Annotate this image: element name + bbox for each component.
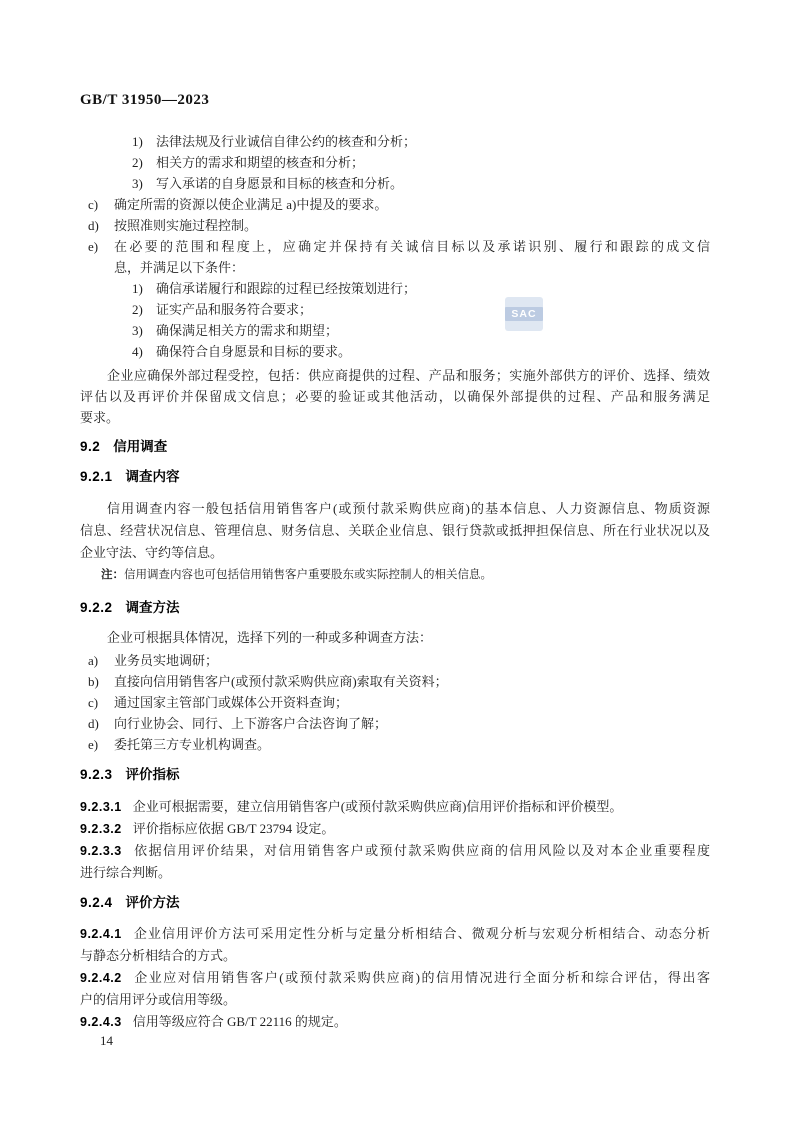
note xyxy=(80,566,710,585)
list-marker: b) xyxy=(88,674,99,689)
section-title: 调查方法 xyxy=(125,600,180,615)
clause-paragraph xyxy=(80,796,710,818)
list-item xyxy=(80,692,710,713)
list-marker: e) xyxy=(88,239,99,254)
section-heading-9-2-1 xyxy=(80,466,710,487)
clause-line: 与静态分析相结合的方式。 xyxy=(80,948,237,963)
section-number: 9.2.1 xyxy=(80,469,113,484)
list-item xyxy=(80,299,710,320)
list-marker: 1) xyxy=(132,134,143,149)
list-marker: c) xyxy=(88,197,99,212)
list-item-text: 向行业协会、同行、上下游客户合法咨询了解； xyxy=(114,716,388,731)
paragraph-line: 评估以及再评价并保留成文信息；必要的验证或其他活动，以确保外部提供的过程、产品和服务满足 xyxy=(80,389,710,404)
numbered-sublist xyxy=(80,131,710,194)
list-item-text: 相关方的需求和期望的核查和分析； xyxy=(156,155,365,170)
section-title: 信用调查 xyxy=(113,439,168,454)
list-item-text: 法律法规及行业诚信自律公约的核查和分析； xyxy=(156,134,417,149)
clause-text: 企业可根据需要，建立信用销售客户(或预付款采购供应商)信用评价指标和评价模型。 xyxy=(132,799,623,814)
clause-group xyxy=(80,923,710,1033)
clause-line xyxy=(80,818,710,840)
list-marker: e) xyxy=(88,737,99,752)
clause-text: 企业应对信用销售客户(或预付款采购供应商)的信用情况进行全面分析和综合评估，得出客 xyxy=(132,970,710,985)
section-number: 9.2 xyxy=(80,439,101,454)
numbered-sublist xyxy=(80,278,710,362)
list-item xyxy=(80,341,710,362)
list-marker: c) xyxy=(88,695,99,710)
list-item-text: 证实产品和服务符合要求； xyxy=(156,302,313,317)
clause-number: 9.2.3.2 xyxy=(80,822,122,836)
paragraph-line: 企业可根据具体情况，选择下列的一种或多种调查方法： xyxy=(107,630,433,645)
clause-number: 9.2.3.3 xyxy=(80,844,122,858)
clause-group xyxy=(80,796,710,884)
list-item xyxy=(80,650,710,671)
clause-line: 进行综合判断。 xyxy=(80,865,172,880)
section-heading-9-2-3 xyxy=(80,764,710,785)
lettered-list xyxy=(80,650,710,755)
list-item xyxy=(80,215,710,236)
clause-paragraph xyxy=(80,1011,710,1033)
clause-paragraph xyxy=(80,967,710,1011)
section-heading-9-2-4 xyxy=(80,892,710,913)
section-title: 评价方法 xyxy=(125,895,180,910)
section-heading-9-2-2 xyxy=(80,597,710,618)
list-item xyxy=(80,152,710,173)
clause-text: 企业信用评价方法可采用定性分析与定量分析相结合、微观分析与宏观分析相结合、动态分析 xyxy=(132,926,710,941)
list-marker: 2) xyxy=(132,155,143,170)
list-item xyxy=(80,131,710,152)
lettered-list xyxy=(80,194,710,278)
list-item-text: 按照准则实施过程控制。 xyxy=(114,218,258,233)
paragraph-line: 企业应确保外部过程受控，包括：供应商提供的过程、产品和服务；实施外部供方的评价、选择、绩效 xyxy=(107,368,710,383)
list-marker: 4) xyxy=(132,344,143,359)
list-item-text: 直接向信用销售客户(或预付款采购供应商)索取有关资料； xyxy=(114,674,448,689)
list-item-text: 在必要的范围和程度上，应确定并保持有关诚信目标以及承诺识别、履行和跟踪的成文信 xyxy=(114,239,710,254)
list-marker: 1) xyxy=(132,281,143,296)
list-marker: 3) xyxy=(132,323,143,338)
clause-paragraph xyxy=(80,840,710,884)
list-marker: 3) xyxy=(132,176,143,191)
list-item xyxy=(80,278,710,299)
list-marker: d) xyxy=(88,218,99,233)
page-content xyxy=(80,131,710,1033)
clause-paragraph xyxy=(80,818,710,840)
section-title: 调查内容 xyxy=(125,469,180,484)
paragraph xyxy=(80,365,710,428)
clause-line: 户的信用评分或信用等级。 xyxy=(80,992,237,1007)
clause-number: 9.2.4.1 xyxy=(80,927,122,941)
list-marker: a) xyxy=(88,653,99,668)
list-item xyxy=(80,734,710,755)
paragraph-line: 要求。 xyxy=(80,410,120,425)
list-item-text: 确保满足相关方的需求和期望； xyxy=(156,323,339,338)
list-item-text: 确信承诺履行和跟踪的过程已经按策划进行； xyxy=(156,281,417,296)
section-number: 9.2.2 xyxy=(80,600,113,615)
list-item xyxy=(80,713,710,734)
list-marker: d) xyxy=(88,716,99,731)
clause-number: 9.2.4.2 xyxy=(80,971,122,985)
page-number: 14 xyxy=(100,1033,113,1048)
clause-text: 评价指标应依据 GB/T 23794 设定。 xyxy=(132,821,335,836)
clause-text: 依据信用评价结果，对信用销售客户或预付款采购供应商的信用风险以及对本企业重要程度 xyxy=(132,843,710,858)
paragraph-line: 企业守法、守约等信息。 xyxy=(80,545,224,560)
section-number: 9.2.3 xyxy=(80,767,113,782)
clause-line xyxy=(80,967,710,989)
list-item-text: 息，并满足以下条件： xyxy=(114,260,245,275)
note-text: 信用调查内容也可包括信用销售客户重要股东或实际控制人的相关信息。 xyxy=(124,569,492,581)
list-item-text: 写入承诺的自身愿景和目标的核查和分析。 xyxy=(156,176,404,191)
section-heading-9-2 xyxy=(80,436,710,457)
list-item xyxy=(80,173,710,194)
clause-line xyxy=(80,840,710,862)
list-item-text: 确保符合自身愿景和目标的要求。 xyxy=(156,344,352,359)
clause-number: 9.2.3.1 xyxy=(80,800,122,814)
standard-number-header: GB/T 31950—2023 xyxy=(80,92,210,108)
paragraph-line: 信用调查内容一般包括信用销售客户(或预付款采购供应商)的基本信息、人力资源信息、物质资源 xyxy=(107,501,710,516)
clause-line xyxy=(80,923,710,945)
list-item xyxy=(80,236,710,278)
list-item xyxy=(80,194,710,215)
list-marker: 2) xyxy=(132,302,143,317)
list-item xyxy=(80,320,710,341)
section-number: 9.2.4 xyxy=(80,895,113,910)
list-item-text: 确定所需的资源以使企业满足 a)中提及的要求。 xyxy=(114,197,388,212)
list-item xyxy=(80,671,710,692)
note-label: 注： xyxy=(101,569,124,581)
list-item-text: 委托第三方专业机构调查。 xyxy=(114,737,271,752)
clause-number: 9.2.4.3 xyxy=(80,1015,122,1029)
clause-line xyxy=(80,796,710,818)
list-item-text: 业务员实地调研； xyxy=(114,653,219,668)
paragraph-line: 信息、经营状况信息、管理信息、财务信息、关联企业信息、银行贷款或抵押担保信息、所在行业状况以及 xyxy=(80,523,710,538)
clause-text: 信用等级应符合 GB/T 22116 的规定。 xyxy=(132,1014,347,1029)
section-title: 评价指标 xyxy=(125,767,180,782)
clause-line xyxy=(80,1011,710,1033)
sac-watermark-text: SAC xyxy=(505,307,543,321)
clause-paragraph xyxy=(80,923,710,967)
list-item-text: 通过国家主管部门或媒体公开资料查询； xyxy=(114,695,349,710)
paragraph xyxy=(80,498,710,564)
